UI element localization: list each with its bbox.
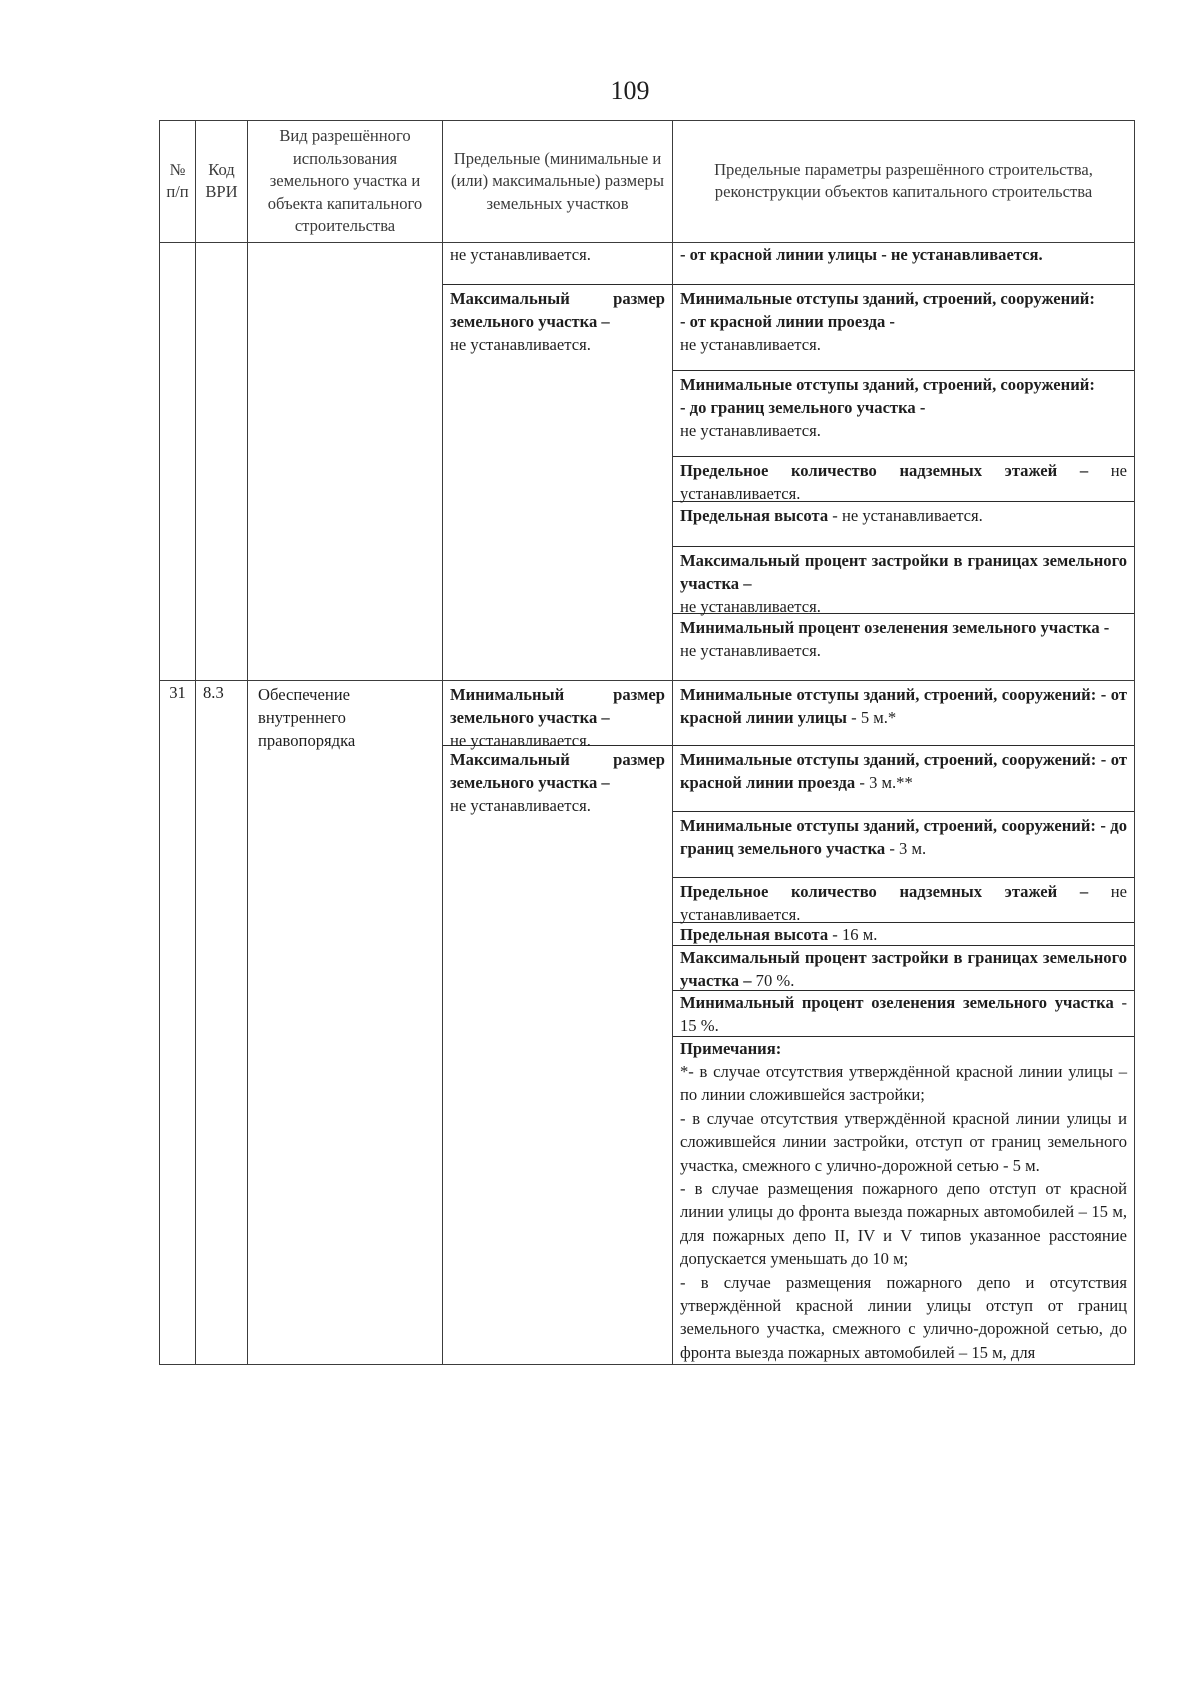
max-size-label: Максимальный размер земельного участка –: [450, 288, 665, 331]
param-sublabel: - от красной линии проезда -: [680, 311, 895, 331]
cell-code: 8.3: [196, 680, 248, 1365]
note-item: - в случае отсутствия утверждённой красной линии улицы и сложившейся линии застройки, отступ от границ земельного участка, смежного с улично-дорожной сетью - 5 м.: [680, 1108, 1127, 1175]
param-sublabel: - от красной линии проезда: [680, 749, 1128, 792]
param-block: [673, 746, 1134, 812]
min-size-label: Минимальный размер земельного участка –: [450, 684, 665, 727]
param-tail: [673, 243, 1134, 285]
header-code: Код ВРИ: [196, 121, 248, 243]
param-label: Максимальный процент застройки в границах земельного участка –: [680, 550, 1127, 593]
param-value: не устанавливается.: [680, 881, 1127, 924]
cell-plot-sizes: [443, 242, 673, 680]
param-label: Минимальные отступы зданий, строений, сооружений:: [680, 374, 1095, 394]
param-value: - 15 %.: [680, 992, 1127, 1035]
param-block: [673, 991, 1134, 1037]
param-value: - 3 м.**: [859, 772, 913, 792]
size-tail: не устанавливается.: [443, 243, 672, 285]
cell-type-empty: [248, 242, 443, 680]
param-value: - 5 м.*: [851, 707, 897, 727]
use-type-text: Обеспечение внутреннего правопорядка: [258, 684, 356, 751]
param-block: [673, 614, 1134, 680]
cell-build-params: [673, 242, 1135, 680]
page-number: 109: [610, 76, 650, 105]
param-value: не устанавливается.: [680, 640, 821, 660]
max-size-value: не устанавливается.: [450, 335, 591, 355]
cell-plot-sizes: [443, 680, 673, 1365]
param-label: Минимальные отступы зданий, строений, сооружений:: [680, 288, 1095, 308]
param-label: Минимальный процент озеленения земельного участка -: [680, 617, 1110, 637]
param-value: не устанавливается.: [680, 335, 821, 355]
param-block: [673, 457, 1134, 502]
table-row-31: [160, 680, 1135, 1365]
param-label: Минимальный процент озеленения земельного участка: [680, 992, 1122, 1012]
max-size-block: [443, 285, 672, 357]
param-value: - не устанавливается.: [832, 505, 983, 525]
param-value: не устанавливается.: [680, 597, 821, 617]
param-block: [673, 681, 1134, 746]
param-label: Минимальные отступы зданий, строений, сооружений:: [680, 815, 1101, 835]
param-block: [673, 812, 1134, 878]
param-label: Предельная высота: [680, 924, 833, 944]
param-block: [673, 502, 1134, 547]
param-value: 70 %.: [755, 970, 795, 990]
cell-build-params: [673, 680, 1135, 1365]
cell-code-empty: [196, 242, 248, 680]
header-plot-sizes: Предельные (минимальные и (или) максимальные) размеры земельных участков: [443, 121, 673, 243]
param-value: не устанавливается.: [680, 460, 1127, 503]
header-use-type: Вид разрешённого использования земельного участка и объекта капитального строительства: [248, 121, 443, 243]
note-item: *- в случае отсутствия утверждённой красной линии улицы – по линии сложившейся застройки;: [680, 1061, 1127, 1105]
min-size-value: не устанавливается.: [450, 731, 591, 751]
param-sublabel: - до границ земельного участка -: [680, 397, 926, 417]
note-item: - в случае размещения пожарного депо и отсутствия утверждённой красной линии улицы отступ от границ земельного участка, смежного с улично-дорожной сетью, до фронта выезда пожарных автомобилей – 15 м, для: [680, 1272, 1127, 1362]
notes-title: Примечания:: [680, 1038, 782, 1058]
cell-use-type: [248, 680, 443, 1365]
notes-block: [673, 1037, 1134, 1365]
param-block: [673, 285, 1134, 371]
min-size-block: [443, 681, 672, 751]
header-build-params: Предельные параметры разрешённого строительства, реконструкции объектов капитального строительства: [673, 121, 1135, 243]
param-block: [673, 946, 1134, 991]
param-sublabel: - до границ земельного участка: [680, 815, 1127, 858]
param-value: - 16 м.: [832, 924, 878, 944]
param-value: не устанавливается.: [680, 421, 821, 441]
param-label: Максимальный процент застройки в границах земельного участка –: [680, 947, 1127, 990]
cell-num: 31: [160, 680, 196, 1365]
regulations-table: [159, 120, 1135, 1365]
header-row: [160, 121, 1135, 243]
note-item: - в случае размещения пожарного депо отступ от красной линии улицы до фронта выезда пожарных автомобилей – 15 м, для пожарных депо II, IV и V типов указанное расстояние допускается уменьшать до 10 м;: [680, 1178, 1127, 1269]
cell-num-empty: [160, 242, 196, 680]
param-tail-text: - от красной линии улицы - не устанавливается.: [680, 244, 1043, 264]
param-sublabel: - от красной линии улицы: [680, 684, 1128, 727]
max-size-value: не устанавливается.: [450, 796, 591, 816]
param-label: Предельное количество надземных этажей –: [680, 460, 1111, 480]
table-row-continued: [160, 242, 1135, 680]
param-block: [673, 547, 1134, 617]
param-block: [673, 878, 1134, 923]
param-label: Предельная высота: [680, 505, 833, 525]
max-size-label: Максимальный размер земельного участка –: [450, 749, 665, 792]
max-size-block: [443, 746, 672, 818]
param-label: Минимальные отступы зданий, строений, сооружений:: [680, 684, 1101, 704]
param-label: Предельное количество надземных этажей –: [680, 881, 1111, 901]
param-block: [673, 371, 1134, 457]
param-label: Минимальные отступы зданий, строений, сооружений:: [680, 749, 1101, 769]
param-block: [673, 923, 1134, 946]
header-num: № п/п: [160, 121, 196, 243]
param-value: - 3 м.: [889, 838, 927, 858]
